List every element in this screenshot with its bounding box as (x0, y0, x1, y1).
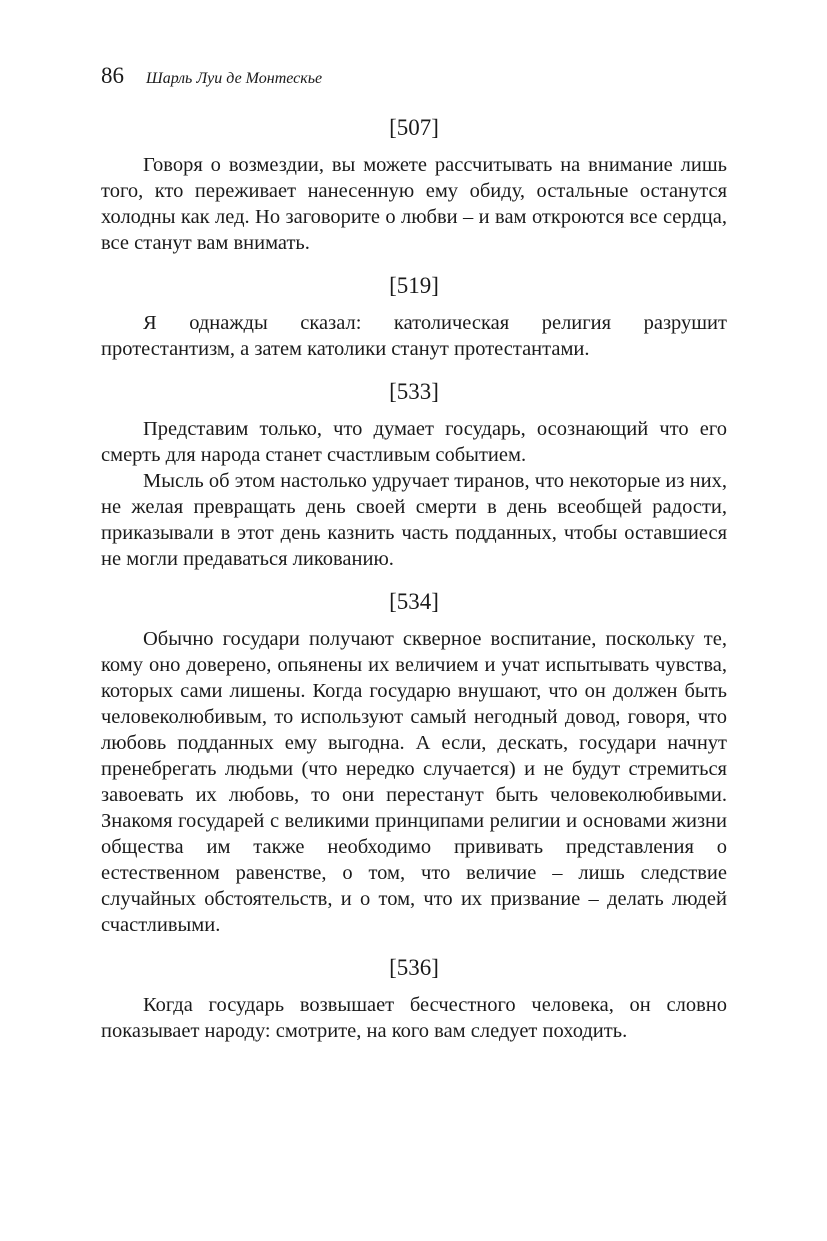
paragraph: Когда государь возвышает бесчестного человека, он словно показывает народу: смотрите, на кого вам следует походить. (101, 994, 727, 1042)
section-533 (101, 379, 727, 572)
section-536 (101, 955, 727, 1044)
section-number: [536] (389, 955, 439, 980)
paragraph: Говоря о возмездии, вы можете рассчитывать на внимание лишь того, кто переживает нанесенную ему обиду, остальные останутся холодны как лед. Но заговорите о любви – и вам откроются все сердца, все станут вам внимать. (101, 154, 727, 254)
section-number: [534] (389, 589, 439, 614)
paragraph: Я однажды сказал: католическая религия разрушит протестантизм, а затем католики станут протестантами. (101, 312, 727, 360)
page-number: 86 (101, 63, 124, 88)
running-head (101, 58, 727, 94)
section-507 (101, 115, 727, 256)
book-page (101, 58, 727, 1044)
paragraph: Обычно государи получают скверное воспитание, поскольку те, кому оно доверено, опьянены их величием и учат испытывать чувства, которых сами лишены. Когда государю внушают, что он должен быть человеколюбивым, то используют самый негодный довод, говоря, что любовь подданных ему выгодна. А если, дескать, государи начнут пренебрегать людьми (что нередко случается) и не будут стремиться завоевать их любовь, то они перестанут быть человеколюбивыми. Знакомя государей с великими принципами религии и основами жизни общества им также необходимо прививать представления о естественном равенстве, о том, что величие – лишь следствие случайных обстоятельств, и о том, что их призвание – делать людей счастливыми. (101, 628, 727, 936)
section-number: [519] (389, 273, 439, 298)
section-number: [507] (389, 115, 439, 140)
section-number: [533] (389, 379, 439, 404)
section-519 (101, 273, 727, 362)
running-title: Шарль Луи де Монтескье (146, 70, 323, 87)
paragraph: Мысль об этом настолько удручает тиранов, что некоторые из них, не желая превращать день своей смерти в день всеобщей радости, приказывали в этот день казнить часть подданных, чтобы оставшиеся не могли предаваться ликованию. (101, 470, 727, 570)
paragraph: Представим только, что думает государь, осознающий что его смерть для народа станет счастливым событием. (101, 418, 727, 466)
section-534 (101, 589, 727, 938)
